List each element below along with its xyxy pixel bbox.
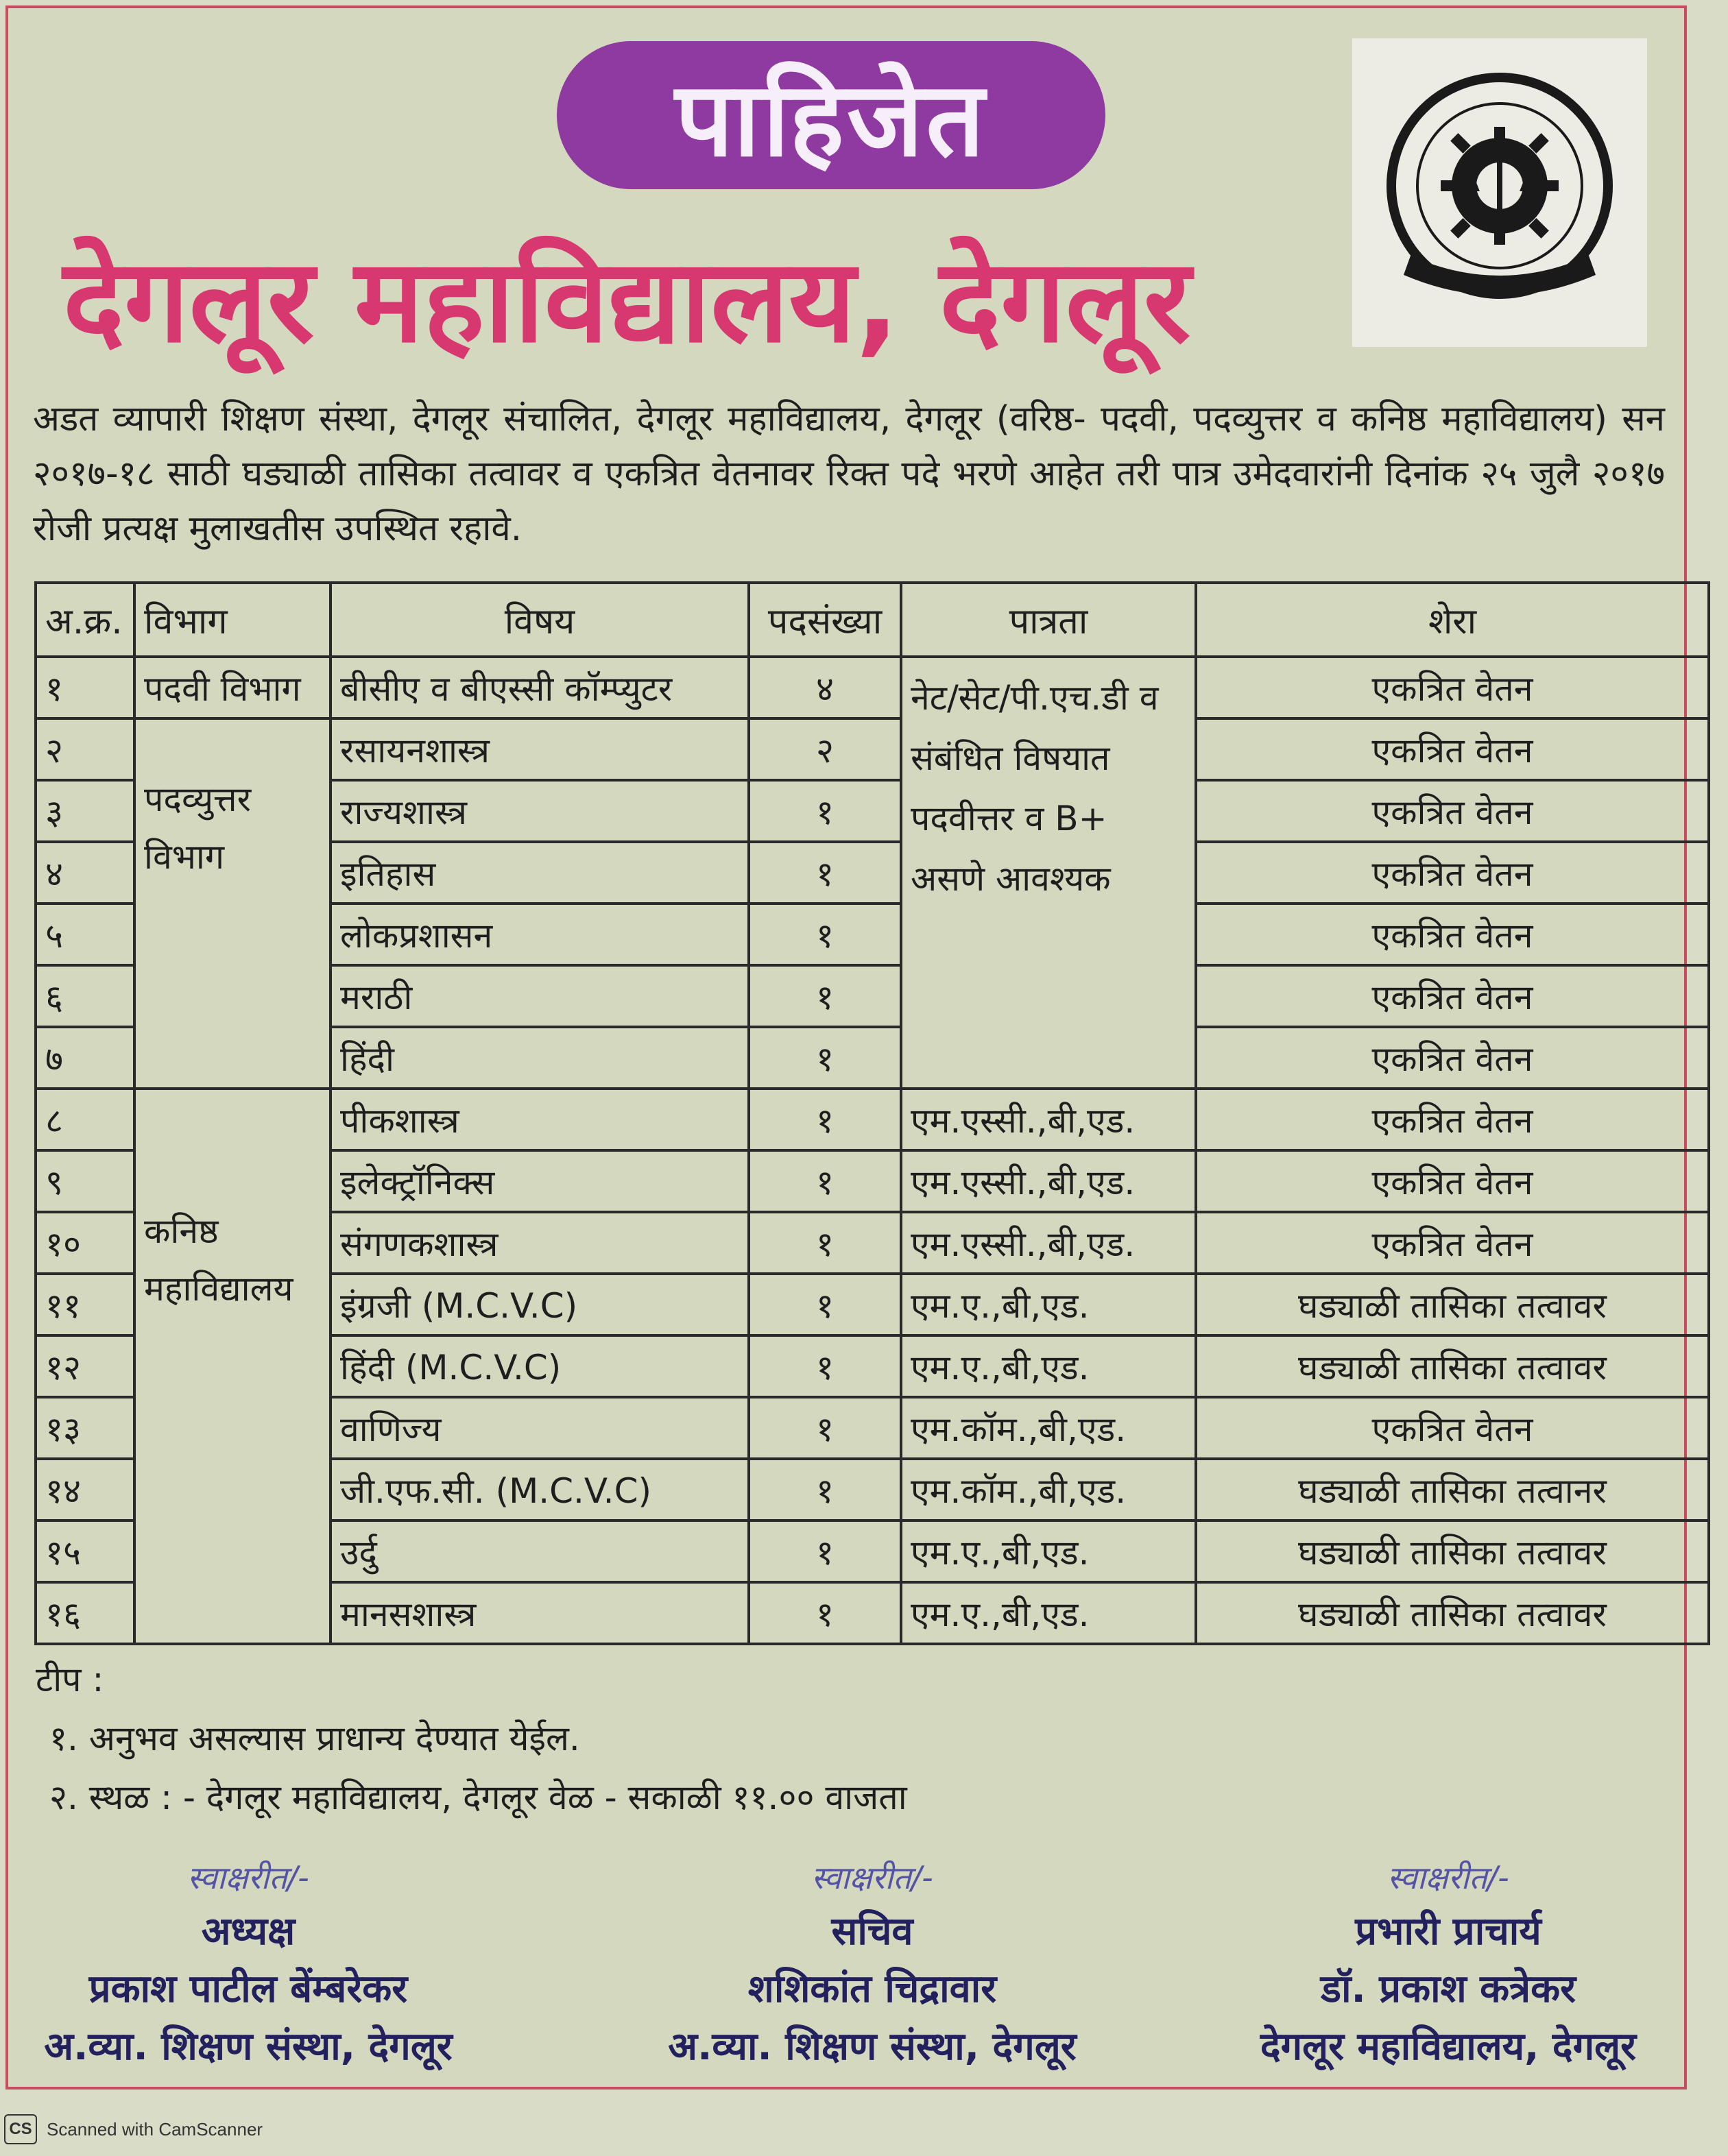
row-posts: २: [749, 718, 901, 780]
signatory-secretary: [612, 1852, 1133, 2076]
department-graduate: पदवी विभाग: [134, 657, 331, 718]
signatory-principal: [1188, 1852, 1709, 2076]
header-posts: पदसंख्या: [749, 583, 901, 657]
row-remark: एकत्रित वेतन: [1196, 965, 1709, 1027]
department-junior-line1: कनिष्ठ: [144, 1211, 219, 1251]
notes-section: [36, 1650, 1613, 1827]
row-qualification: एम.ए.,बी,एड.: [901, 1335, 1196, 1397]
row-remark: एकत्रित वेतन: [1196, 842, 1709, 904]
department-junior: [134, 1089, 331, 1644]
signatory-name: प्रकाश पाटील बेंम्बरेकर: [88, 1967, 408, 2011]
row-posts: १: [749, 1150, 901, 1212]
row-serial: १६: [36, 1582, 134, 1644]
row-subject: मराठी: [331, 965, 749, 1027]
row-posts: १: [749, 1335, 901, 1397]
row-posts: १: [749, 1089, 901, 1150]
row-serial: १: [36, 657, 134, 718]
row-qualification: एम.कॉम.,बी,एड.: [901, 1397, 1196, 1459]
row-serial: ३: [36, 780, 134, 842]
row-qualification: एम.कॉम.,बी,एड.: [901, 1459, 1196, 1521]
intro-paragraph: अडत व्यापारी शिक्षण संस्था, देगलूर संचालित, देगलूर महाविद्यालय, देगलूर (वरिष्ठ- पदवी, पदव्युत्तर व कनिष्ठ महाविद्यालय) सन २०१७-१८ साठी घड्याळी तासिका तत्वावर व एकत्रित वेतनावर रिक्त पदे भरणे आहेत तरी पात्र उमेदवारांनी दिनांक २५ जुलै २०१७ रोजी प्रत्यक्ष मुलाखतीस उपस्थित रहावे.: [33, 399, 1665, 549]
row-remark: घड्याळी तासिका तत्वावर: [1196, 1521, 1709, 1582]
signatory-president: [0, 1852, 509, 2076]
row-subject: मानसशास्त्र: [331, 1582, 749, 1644]
signatory-name: शशिकांत चिद्रावार: [747, 1967, 997, 2011]
table-row: [36, 1089, 1709, 1150]
row-subject: इंग्रजी (M.C.V.C): [331, 1274, 749, 1335]
row-subject: लोकप्रशासन: [331, 904, 749, 965]
header-qualification: पात्रता: [901, 583, 1196, 657]
row-remark: एकत्रित वेतन: [1196, 1397, 1709, 1459]
row-posts: १: [749, 1582, 901, 1644]
header-remark: शेरा: [1196, 583, 1709, 657]
advertisement-page: [5, 5, 1687, 2090]
row-posts: १: [749, 842, 901, 904]
row-serial: ११: [36, 1274, 134, 1335]
header-department: विभाग: [134, 583, 331, 657]
row-qualification: एम.एस्सी.,बी,एड.: [901, 1089, 1196, 1150]
row-serial: १२: [36, 1335, 134, 1397]
row-posts: १: [749, 1027, 901, 1089]
signed-mark: स्वाक्षरीत/-: [187, 1859, 309, 1896]
note-item: २. स्थळ : - देगलूर महाविद्यालय, देगलूर वेळ - सकाळी ११.०० वाजता: [49, 1778, 907, 1817]
row-subject: संगणकशास्त्र: [331, 1212, 749, 1274]
row-serial: १५: [36, 1521, 134, 1582]
department-postgraduate-line2: विभाग: [144, 837, 224, 877]
table-row: [36, 657, 1709, 718]
row-remark: एकत्रित वेतन: [1196, 904, 1709, 965]
vacancy-table: [34, 581, 1710, 1645]
row-remark: घड्याळी तासिका तत्वावर: [1196, 1274, 1709, 1335]
row-remark: घड्याळी तासिका तत्वावर: [1196, 1335, 1709, 1397]
row-serial: ४: [36, 842, 134, 904]
row-subject: पीकशास्त्र: [331, 1089, 749, 1150]
row-subject: इतिहास: [331, 842, 749, 904]
row-subject: इलेक्ट्रॉनिक्स: [331, 1150, 749, 1212]
row-subject: राज्यशास्त्र: [331, 780, 749, 842]
row-remark: एकत्रित वेतन: [1196, 1027, 1709, 1089]
row-posts: १: [749, 1459, 901, 1521]
row-posts: ४: [749, 657, 901, 718]
signatory-role: सचिव: [831, 1909, 913, 1954]
college-seal-emblem-icon: [1369, 69, 1630, 316]
row-serial: १०: [36, 1212, 134, 1274]
signatory-org: देगलूर महाविद्यालय, देगलूर: [1260, 2024, 1637, 2069]
row-subject: उर्दु: [331, 1521, 749, 1582]
college-logo: [1352, 38, 1647, 347]
row-subject: हिंदी: [331, 1027, 749, 1089]
row-posts: १: [749, 780, 901, 842]
row-posts: १: [749, 1212, 901, 1274]
row-subject: रसायनशास्त्र: [331, 718, 749, 780]
row-serial: ६: [36, 965, 134, 1027]
header-subject: विषय: [331, 583, 749, 657]
row-qualification: एम.एस्सी.,बी,एड.: [901, 1150, 1196, 1212]
table-header-row: [36, 583, 1709, 657]
signed-mark: स्वाक्षरीत/-: [811, 1859, 933, 1896]
signatory-org: अ.व्या. शिक्षण संस्था, देगलूर: [668, 2024, 1077, 2069]
note-item: १. अनुभव असल्यास प्राधान्य देण्यात येईल.: [49, 1719, 580, 1758]
row-serial: ९: [36, 1150, 134, 1212]
row-serial: ५: [36, 904, 134, 965]
department-postgraduate-line1: पदव्युत्तर: [144, 779, 252, 819]
row-posts: १: [749, 1521, 901, 1582]
college-name-heading: देगलूर महाविद्यालय, देगलूर: [63, 233, 1191, 368]
row-serial: १३: [36, 1397, 134, 1459]
row-posts: १: [749, 965, 901, 1027]
wanted-banner: पाहिजेत: [557, 41, 1105, 189]
signatory-name: डॉ. प्रकाश कत्रेकर: [1320, 1967, 1576, 2011]
signed-mark: स्वाक्षरीत/-: [1387, 1859, 1509, 1896]
row-subject: बीसीए व बीएस्सी कॉम्प्युटर: [331, 657, 749, 718]
row-serial: २: [36, 718, 134, 780]
row-qualification: एम.एस्सी.,बी,एड.: [901, 1212, 1196, 1274]
department-junior-line2: महाविद्यालय: [144, 1269, 293, 1309]
signatory-org: अ.व्या. शिक्षण संस्था, देगलूर: [44, 2024, 453, 2069]
row-serial: १४: [36, 1459, 134, 1521]
notes-title: टीप :: [36, 1660, 104, 1699]
row-remark: एकत्रित वेतन: [1196, 780, 1709, 842]
row-remark: एकत्रित वेतन: [1196, 718, 1709, 780]
row-remark: एकत्रित वेतन: [1196, 657, 1709, 718]
qualification-postgraduate: नेट/सेट/पी.एच.डी व संबंधित विषयात पदवीत्तर व B+ असणे आवश्यक: [901, 657, 1196, 1089]
row-subject: जी.एफ.सी. (M.C.V.C): [331, 1459, 749, 1521]
row-serial: ७: [36, 1027, 134, 1089]
row-subject: हिंदी (M.C.V.C): [331, 1335, 749, 1397]
row-remark: एकत्रित वेतन: [1196, 1212, 1709, 1274]
table-row: [36, 718, 1709, 780]
row-posts: १: [749, 1397, 901, 1459]
row-subject: वाणिज्य: [331, 1397, 749, 1459]
row-serial: ८: [36, 1089, 134, 1150]
row-remark: घड्याळी तासिका तत्वानर: [1196, 1459, 1709, 1521]
signatory-role: अध्यक्ष: [201, 1909, 296, 1954]
row-qualification: एम.ए.,बी,एड.: [901, 1521, 1196, 1582]
signatory-role: प्रभारी प्राचार्य: [1355, 1909, 1541, 1954]
department-postgraduate: [134, 718, 331, 1089]
row-remark: एकत्रित वेतन: [1196, 1150, 1709, 1212]
row-qualification: एम.ए.,बी,एड.: [901, 1274, 1196, 1335]
row-remark: घड्याळी तासिका तत्वावर: [1196, 1582, 1709, 1644]
header-serial: अ.क्र.: [36, 583, 134, 657]
row-posts: १: [749, 1274, 901, 1335]
row-qualification: एम.ए.,बी,एड.: [901, 1582, 1196, 1644]
row-posts: १: [749, 904, 901, 965]
camscanner-icon: CS: [4, 2114, 37, 2144]
scanner-text: Scanned with CamScanner: [47, 2118, 263, 2140]
scanner-watermark: [4, 2114, 263, 2144]
row-remark: एकत्रित वेतन: [1196, 1089, 1709, 1150]
